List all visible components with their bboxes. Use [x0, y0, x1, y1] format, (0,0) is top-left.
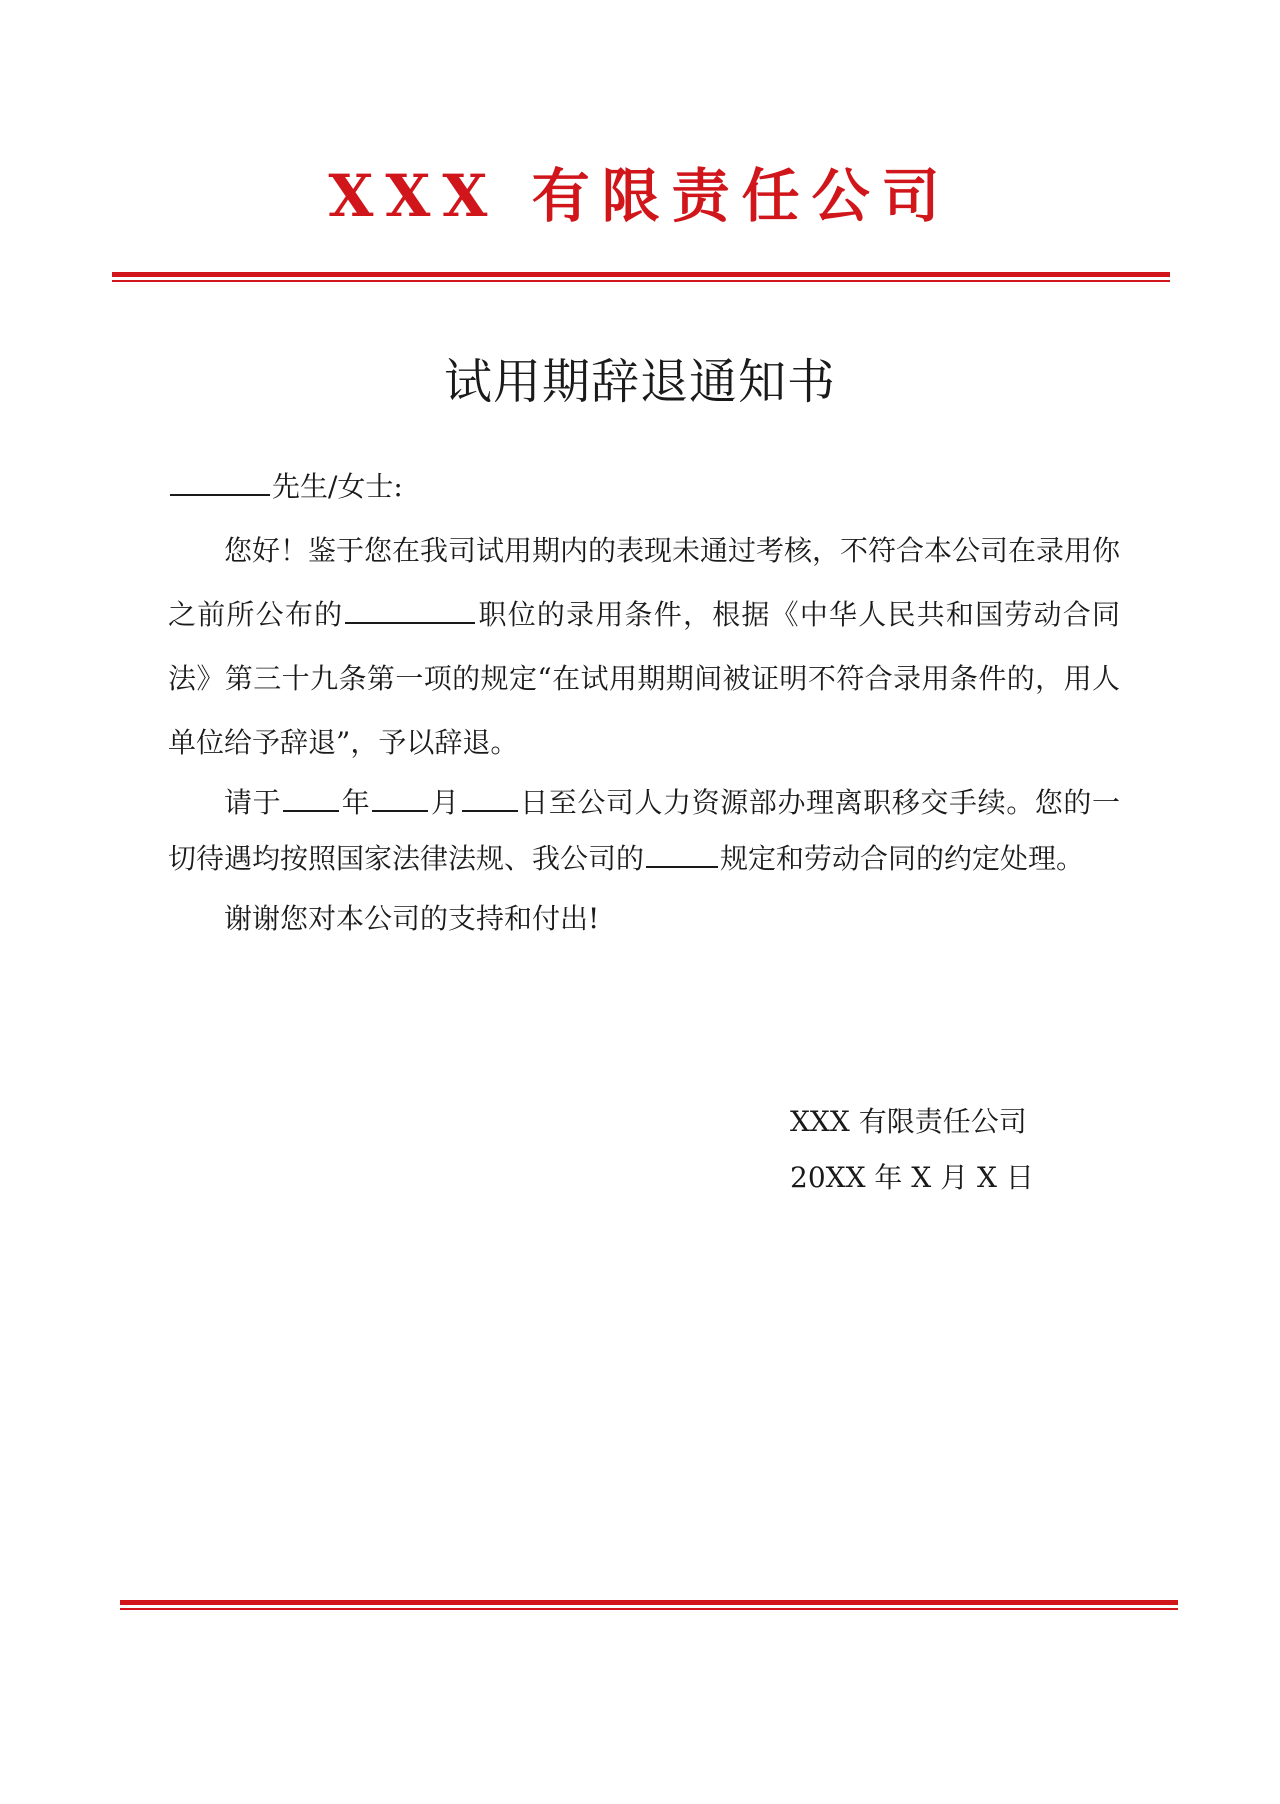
signature-company: XXX 有限责任公司 [790, 1105, 1027, 1138]
year-blank [283, 785, 339, 812]
signature-block [790, 1094, 1034, 1206]
paragraph-handover [168, 775, 1120, 887]
header-divider [112, 272, 1170, 284]
paragraph2-part1: 请于 [224, 786, 282, 819]
paragraph-thanks: 谢谢您对本公司的支持和付出! [224, 902, 600, 935]
name-blank [170, 469, 270, 496]
footer-divider [120, 1600, 1178, 1612]
salutation-suffix: 先生/女士: [272, 470, 403, 503]
paragraph2-part4: 日至公司人力资源部办理离职移交手续。您的一切待遇均按照国家法律法规、我公司的 [168, 786, 1120, 875]
paragraph1-part1: 您好！鉴于您在我司试用期内的表现未通过考核，不符合本公司在录用你之前所公布的 [168, 534, 1121, 631]
company-letterhead: XXX 有限责任公司 [328, 162, 952, 230]
paragraph2-part5: 规定和劳动合同的约定处理。 [720, 842, 1085, 875]
document-title: 试用期辞退通知书 [443, 354, 836, 410]
salutation [168, 455, 1120, 519]
footer-divider-thin [120, 1608, 1178, 1610]
day-blank [462, 785, 518, 812]
rule-blank [646, 841, 718, 868]
paragraph1-part2: 职位的录用条件，根据《中华人民共和国劳动合同法》第三十九条第一项的规定“在试用期期间被证明不符合录用条件的，用人单位给予辞退”，予以辞退。 [168, 598, 1120, 759]
paragraph-dismissal-reason [168, 519, 1120, 775]
header-divider-thick [112, 272, 1170, 277]
signature-date: 20XX 年 X 月 X 日 [790, 1161, 1034, 1194]
paragraph2-part3: 月 [430, 786, 460, 819]
paragraph2-part2: 年 [341, 786, 371, 819]
header-divider-thin [112, 280, 1170, 282]
position-blank [345, 597, 475, 624]
letter-body [168, 455, 1120, 951]
month-blank [372, 785, 428, 812]
footer-divider-thick [120, 1600, 1178, 1605]
